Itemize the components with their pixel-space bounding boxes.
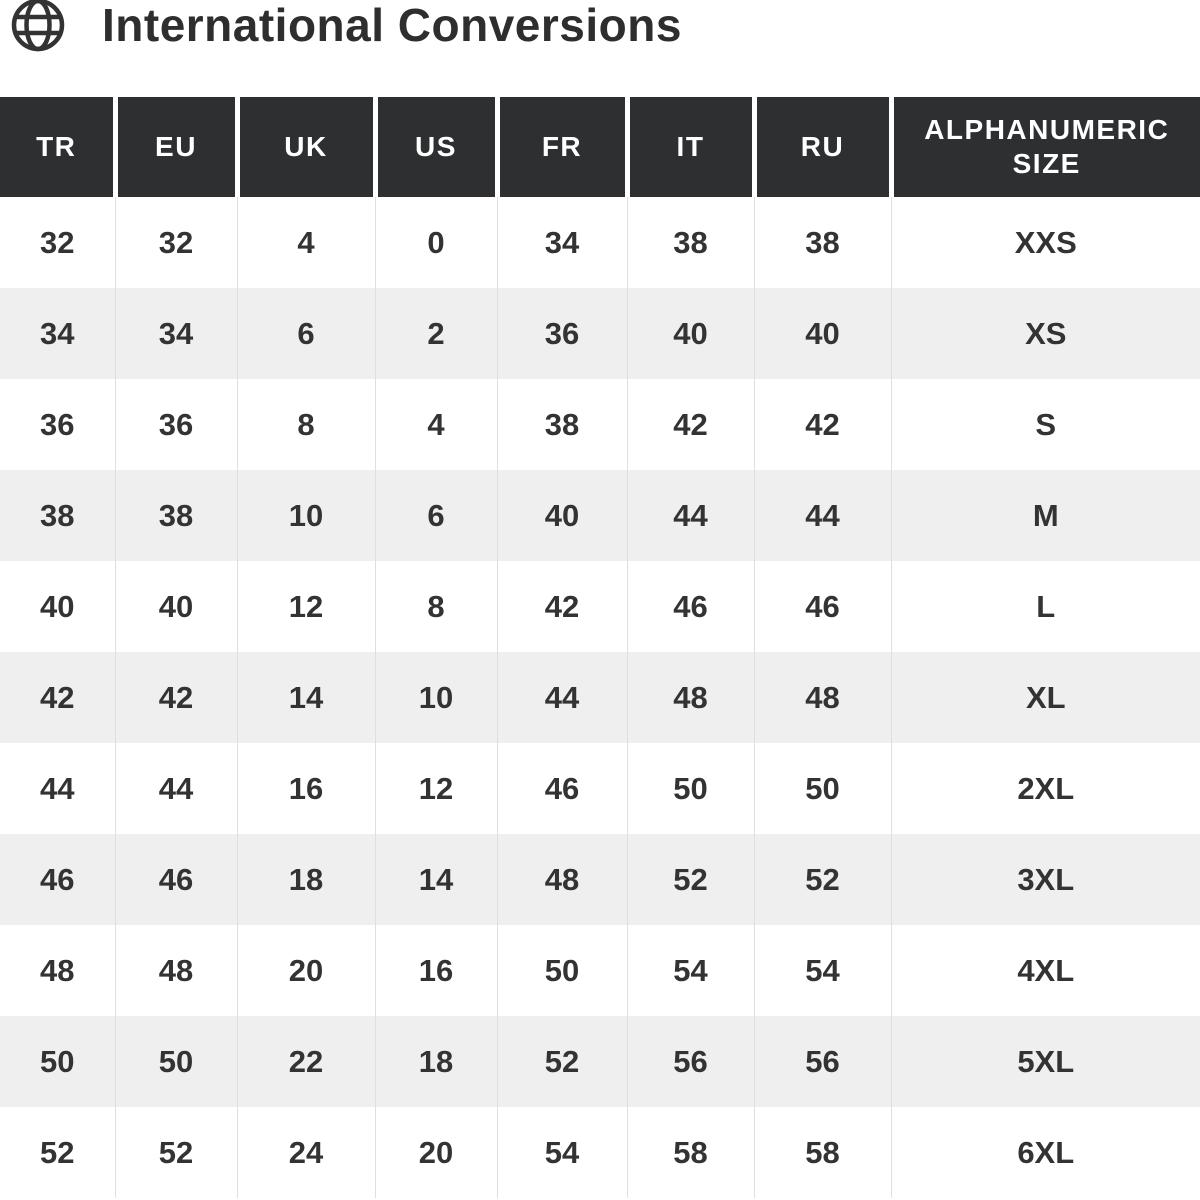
table-cell: 52 <box>115 1107 237 1198</box>
table-cell: 6 <box>237 288 375 379</box>
table-cell: 42 <box>0 652 115 743</box>
table-cell: 4 <box>237 197 375 288</box>
table-cell: 44 <box>497 652 627 743</box>
table-cell: 38 <box>627 197 754 288</box>
column-header-ru: RU <box>754 97 891 197</box>
table-cell: 20 <box>375 1107 497 1198</box>
table-cell: 12 <box>375 743 497 834</box>
table-cell: 44 <box>754 470 891 561</box>
table-cell: 36 <box>0 379 115 470</box>
table-cell: 3XL <box>891 834 1200 925</box>
table-header-row-tr <box>0 97 1200 197</box>
table-cell: 42 <box>754 379 891 470</box>
table-cell: XXS <box>891 197 1200 288</box>
table-body <box>0 197 1200 1198</box>
table-row <box>0 379 1200 470</box>
column-header-it: IT <box>627 97 754 197</box>
table-cell: 2XL <box>891 743 1200 834</box>
table-cell: 14 <box>237 652 375 743</box>
table-cell: 8 <box>375 561 497 652</box>
table-cell: 48 <box>115 925 237 1016</box>
table-cell: 6XL <box>891 1107 1200 1198</box>
table-cell: 16 <box>375 925 497 1016</box>
table-cell: 40 <box>497 470 627 561</box>
table-cell: 46 <box>0 834 115 925</box>
table-cell: 36 <box>115 379 237 470</box>
table-cell: 42 <box>115 652 237 743</box>
table-cell: 58 <box>754 1107 891 1198</box>
table-cell: 34 <box>497 197 627 288</box>
table-cell: 24 <box>237 1107 375 1198</box>
table-cell: 34 <box>115 288 237 379</box>
table-cell: 44 <box>627 470 754 561</box>
table-cell: 40 <box>0 561 115 652</box>
column-header-uk: UK <box>237 97 375 197</box>
table-cell: 50 <box>754 743 891 834</box>
table-cell: 10 <box>375 652 497 743</box>
table-cell: 48 <box>627 652 754 743</box>
table-cell: 50 <box>0 1016 115 1107</box>
table-cell: 56 <box>754 1016 891 1107</box>
table-cell: 48 <box>0 925 115 1016</box>
table-cell: 12 <box>237 561 375 652</box>
table-cell: 18 <box>375 1016 497 1107</box>
table-header-row <box>0 97 1200 197</box>
table-cell: 36 <box>497 288 627 379</box>
table-cell: 6 <box>375 470 497 561</box>
table-cell: 22 <box>237 1016 375 1107</box>
table-row <box>0 197 1200 288</box>
table-cell: 40 <box>754 288 891 379</box>
table-row <box>0 288 1200 379</box>
table-row <box>0 561 1200 652</box>
table-cell: 5XL <box>891 1016 1200 1107</box>
table-cell: 8 <box>237 379 375 470</box>
column-header-fr: FR <box>497 97 627 197</box>
table-cell: 20 <box>237 925 375 1016</box>
table-cell: 42 <box>497 561 627 652</box>
table-cell: 18 <box>237 834 375 925</box>
table-cell: 52 <box>0 1107 115 1198</box>
table-cell: 54 <box>754 925 891 1016</box>
globe-icon <box>10 0 66 53</box>
table-row <box>0 470 1200 561</box>
table-cell: 44 <box>115 743 237 834</box>
table-cell: 44 <box>0 743 115 834</box>
table-cell: 58 <box>627 1107 754 1198</box>
table-row <box>0 652 1200 743</box>
table-cell: 52 <box>627 834 754 925</box>
table-cell: 48 <box>754 652 891 743</box>
table-cell: 46 <box>115 834 237 925</box>
table-row <box>0 1016 1200 1107</box>
table-row <box>0 743 1200 834</box>
table-cell: M <box>891 470 1200 561</box>
column-header-tr: TR <box>0 97 115 197</box>
table-cell: 2 <box>375 288 497 379</box>
table-cell: 38 <box>754 197 891 288</box>
table-row <box>0 925 1200 1016</box>
table-cell: 4XL <box>891 925 1200 1016</box>
table-cell: 14 <box>375 834 497 925</box>
table-cell: 56 <box>627 1016 754 1107</box>
table-cell: 40 <box>115 561 237 652</box>
table-cell: 50 <box>497 925 627 1016</box>
table-cell: 50 <box>115 1016 237 1107</box>
table-cell: 48 <box>497 834 627 925</box>
table-cell: 46 <box>497 743 627 834</box>
table-cell: 0 <box>375 197 497 288</box>
conversion-table <box>0 97 1200 1198</box>
table-cell: 50 <box>627 743 754 834</box>
table-cell: L <box>891 561 1200 652</box>
table-cell: 4 <box>375 379 497 470</box>
table-cell: 38 <box>497 379 627 470</box>
table-cell: S <box>891 379 1200 470</box>
table-cell: 52 <box>754 834 891 925</box>
column-header-alphanumeric-size: ALPHANUMERIC SIZE <box>891 97 1200 197</box>
table-cell: 32 <box>115 197 237 288</box>
page-title: International Conversions <box>102 0 682 51</box>
column-header-eu: EU <box>115 97 237 197</box>
table-cell: 38 <box>115 470 237 561</box>
table-row <box>0 834 1200 925</box>
table-cell: XL <box>891 652 1200 743</box>
table-row <box>0 1107 1200 1198</box>
table-cell: 38 <box>0 470 115 561</box>
table-cell: 16 <box>237 743 375 834</box>
table-cell: XS <box>891 288 1200 379</box>
table-cell: 42 <box>627 379 754 470</box>
table-cell: 34 <box>0 288 115 379</box>
column-header-us: US <box>375 97 497 197</box>
table-cell: 10 <box>237 470 375 561</box>
table-cell: 46 <box>754 561 891 652</box>
table-cell: 54 <box>627 925 754 1016</box>
table-cell: 54 <box>497 1107 627 1198</box>
table-cell: 52 <box>497 1016 627 1107</box>
table-cell: 46 <box>627 561 754 652</box>
table-cell: 40 <box>627 288 754 379</box>
table-cell: 32 <box>0 197 115 288</box>
page-header <box>0 0 1200 97</box>
